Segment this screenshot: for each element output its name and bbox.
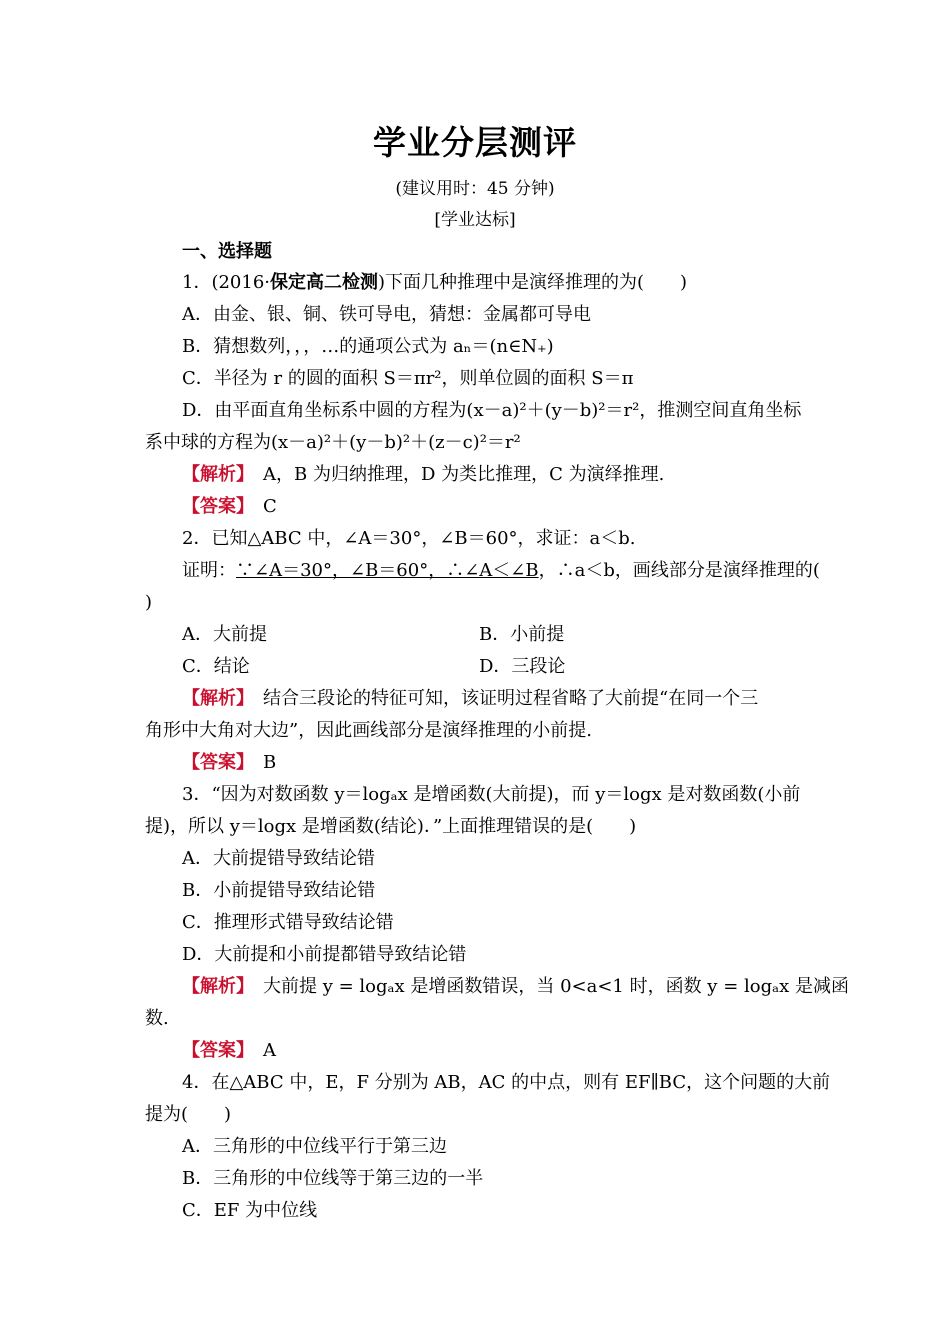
q3-option-a: A．大前提错导致结论错 — [182, 848, 375, 869]
analysis-tag: 【解析】 — [182, 688, 245, 709]
q2-proof: 证明：∵∠A＝30°，∠B＝60°，∴∠A＜∠B，∴a＜b，画线部分是演绎推理的( — [182, 560, 820, 581]
q1-stem: 1．(2016·保定高二检测)下面几种推理中是演绎推理的为( ) — [182, 272, 688, 293]
q3-option-b: B．小前提错导致结论错 — [182, 880, 376, 901]
q3-answer: 【答案】 A — [182, 1040, 276, 1061]
q1-option-d-line1: D．由平面直角坐标系中圆的方程为(x－a)²＋(y－b)²＝r²，推测空间直角坐标 — [182, 400, 802, 421]
q1-answer: 【答案】 C — [182, 496, 277, 517]
q4-option-a: A．三角形的中位线平行于第三边 — [182, 1136, 447, 1157]
duration-note: (建议用时：45 分钟) — [395, 179, 555, 199]
page-title: 学业分层测评 — [373, 123, 577, 162]
answer-tag: 【答案】 — [182, 496, 245, 517]
q1-option-c: C．半径为 r 的圆的面积 S＝πr²，则单位圆的面积 S＝π — [182, 368, 634, 389]
q2-analysis-line2: 角形中大角对大边”，因此画线部分是演绎推理的小前提. — [145, 720, 592, 741]
section-heading: 一、选择题 — [182, 241, 272, 262]
q1-analysis: 【解析】 A，B 为归纳推理，D 为类比推理，C 为演绎推理. — [182, 464, 665, 485]
q4-stem-line1: 4．在△ABC 中，E，F 分别为 AB，AC 的中点，则有 EF∥BC，这个问题的大前 — [182, 1072, 831, 1093]
analysis-tag: 【解析】 — [182, 464, 245, 485]
q2-option-c: C．结论 — [182, 656, 250, 677]
q2-proof-cont: ) — [145, 592, 153, 613]
analysis-tag: 【解析】 — [182, 976, 245, 997]
q1-option-b: B．猜想数列，，，…的通项公式为 aₙ＝(n∈N₊) — [182, 336, 554, 357]
q3-option-c: C．推理形式错导致结论错 — [182, 912, 394, 933]
q2-option-a: A．大前提 — [182, 624, 267, 645]
q3-stem-line1: 3．“因为对数函数 y＝logₐx 是增函数(大前提)，而 y＝logx 是对数函数(小前 — [182, 784, 801, 805]
q2-option-b: B．小前提 — [479, 624, 565, 645]
q3-stem-line2: 提)，所以 y＝logx 是增函数(结论)．”上面推理错误的是( ) — [145, 816, 637, 837]
answer-tag: 【答案】 — [182, 752, 245, 773]
q2-stem: 2．已知△ABC 中，∠A＝30°，∠B＝60°，求证：a＜b. — [182, 528, 636, 549]
q2-option-d: D．三段论 — [479, 656, 566, 677]
underlined-premise: ∵∠A＝30°，∠B＝60°，∴∠A＜∠B — [236, 560, 539, 581]
q2-analysis-line1: 【解析】 结合三段论的特征可知，该证明过程省略了大前提“在同一个三 — [182, 688, 759, 709]
q3-analysis-line1: 【解析】 大前提 y = logₐx 是增函数错误，当 0<a<1 时，函数 y = logₐx 是减函 — [182, 976, 849, 997]
answer-tag: 【答案】 — [182, 1040, 245, 1061]
q4-stem-line2: 提为( ) — [145, 1104, 232, 1125]
q3-analysis-line2: 数. — [145, 1008, 169, 1029]
q1-option-d-line2: 系中球的方程为(x－a)²＋(y－b)²＋(z－c)²＝r² — [145, 432, 521, 453]
q3-option-d: D．大前提和小前提都错导致结论错 — [182, 944, 467, 965]
q4-option-b: B．三角形的中位线等于第三边的一半 — [182, 1168, 484, 1189]
q1-option-a: A．由金、银、铜、铁可导电，猜想：金属都可导电 — [182, 304, 591, 325]
q4-option-c: C．EF 为中位线 — [182, 1200, 318, 1221]
level-label: [学业达标] — [434, 210, 516, 230]
q2-answer: 【答案】 B — [182, 752, 277, 773]
